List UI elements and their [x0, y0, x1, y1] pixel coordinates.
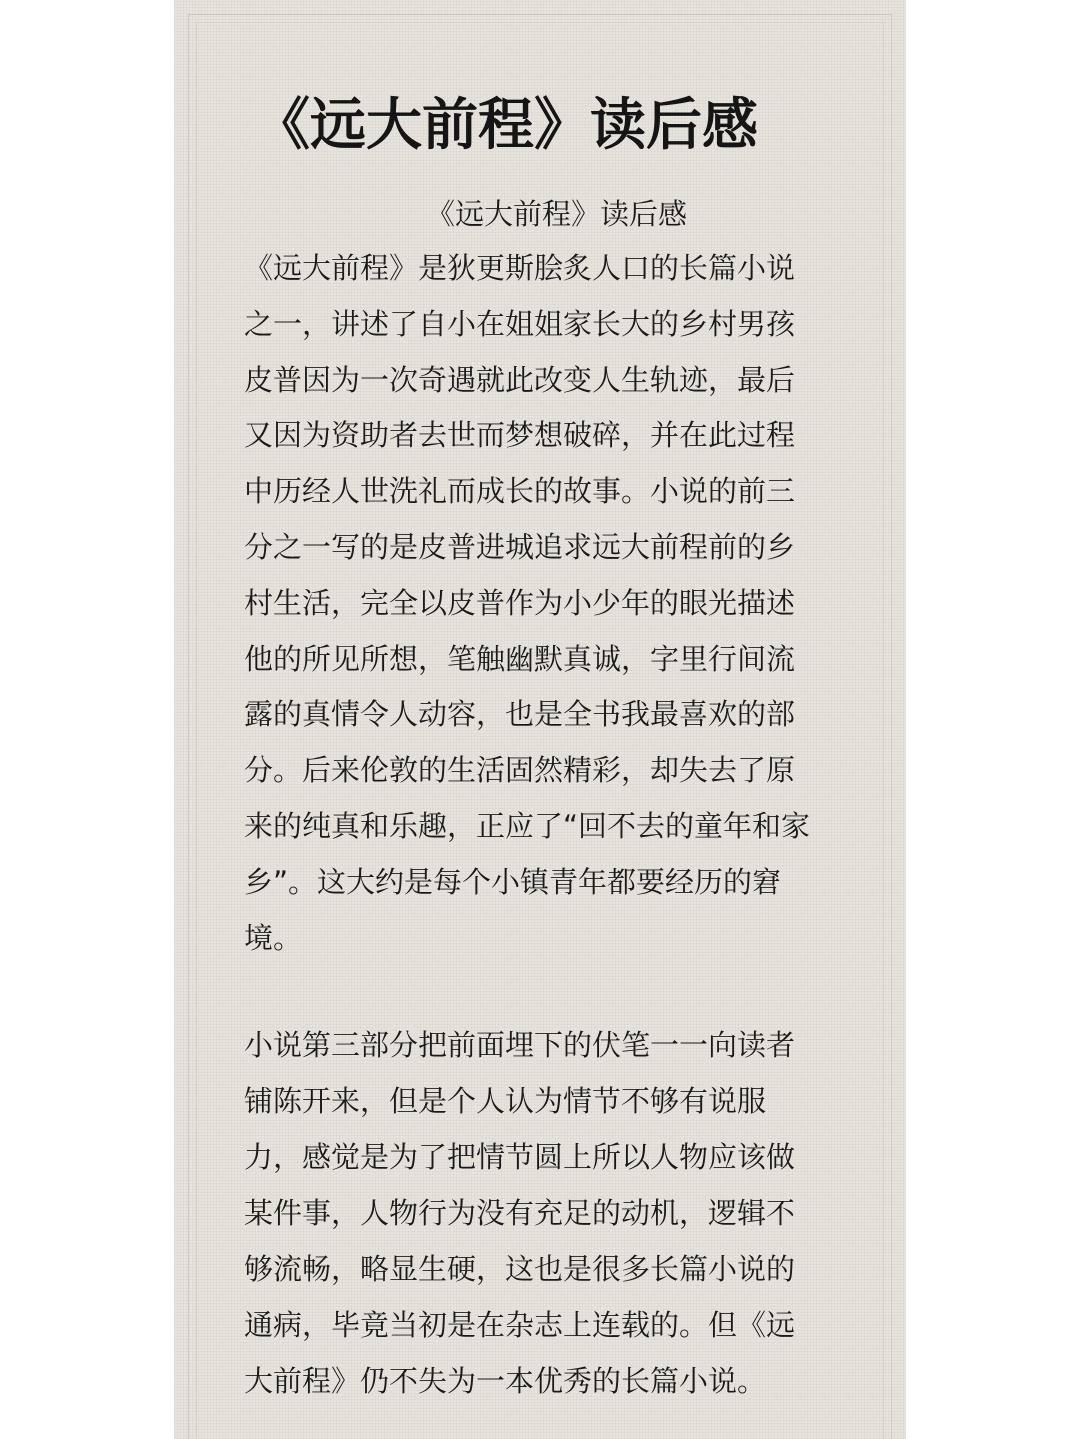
text-line: 乡”。这大约是每个小镇青年都要经历的窘: [244, 865, 782, 899]
text-line: 《远大前程》是狄更斯脍炙人口的长篇小说: [244, 251, 796, 285]
text-line: 力，感觉是为了把情节圆上所以人物应该做: [244, 1140, 796, 1174]
subtitle: 《远大前程》读后感: [426, 197, 688, 231]
paper-sheet: [174, 0, 906, 1439]
text-line: 小说第三部分把前面埋下的伏笔一一向读者: [244, 1028, 796, 1062]
text-line: 露的真情令人动容，也是全书我最喜欢的部: [244, 697, 796, 731]
text-line: 分。后来伦敦的生活固然精彩，却失去了原: [244, 753, 796, 787]
text-line: 通病，毕竟当初是在杂志上连载的。但《远: [244, 1308, 796, 1342]
text-line: 来的纯真和乐趣，正应了“回不去的童年和家: [244, 809, 811, 843]
text-line: 中历经人世洗礼而成长的故事。小说的前三: [244, 474, 796, 508]
text-line: 村生活，完全以皮普作为小少年的眼光描述: [244, 586, 796, 620]
text-line: 境。: [244, 921, 303, 955]
text-line: 之一，讲述了自小在姐姐家长大的乡村男孩: [244, 307, 796, 341]
text-line: 某件事，人物行为没有充足的动机，逻辑不: [244, 1196, 796, 1230]
page-title: 《远大前程》读后感: [254, 93, 758, 158]
text-line: 他的所见所想，笔触幽默真诚，字里行间流: [244, 642, 796, 676]
text-line: 皮普因为一次奇遇就此改变人生轨迹，最后: [244, 363, 796, 397]
text-line: 又因为资助者去世而梦想破碎，并在此过程: [244, 418, 796, 452]
text-line: 铺陈开来，但是个人认为情节不够有说服: [244, 1084, 767, 1118]
text-line: 大前程》仍不失为一本优秀的长篇小说。: [244, 1364, 767, 1398]
text-line: 够流畅，略显生硬，这也是很多长篇小说的: [244, 1252, 796, 1286]
text-line: 分之一写的是皮普进城追求远大前程前的乡: [244, 530, 796, 564]
